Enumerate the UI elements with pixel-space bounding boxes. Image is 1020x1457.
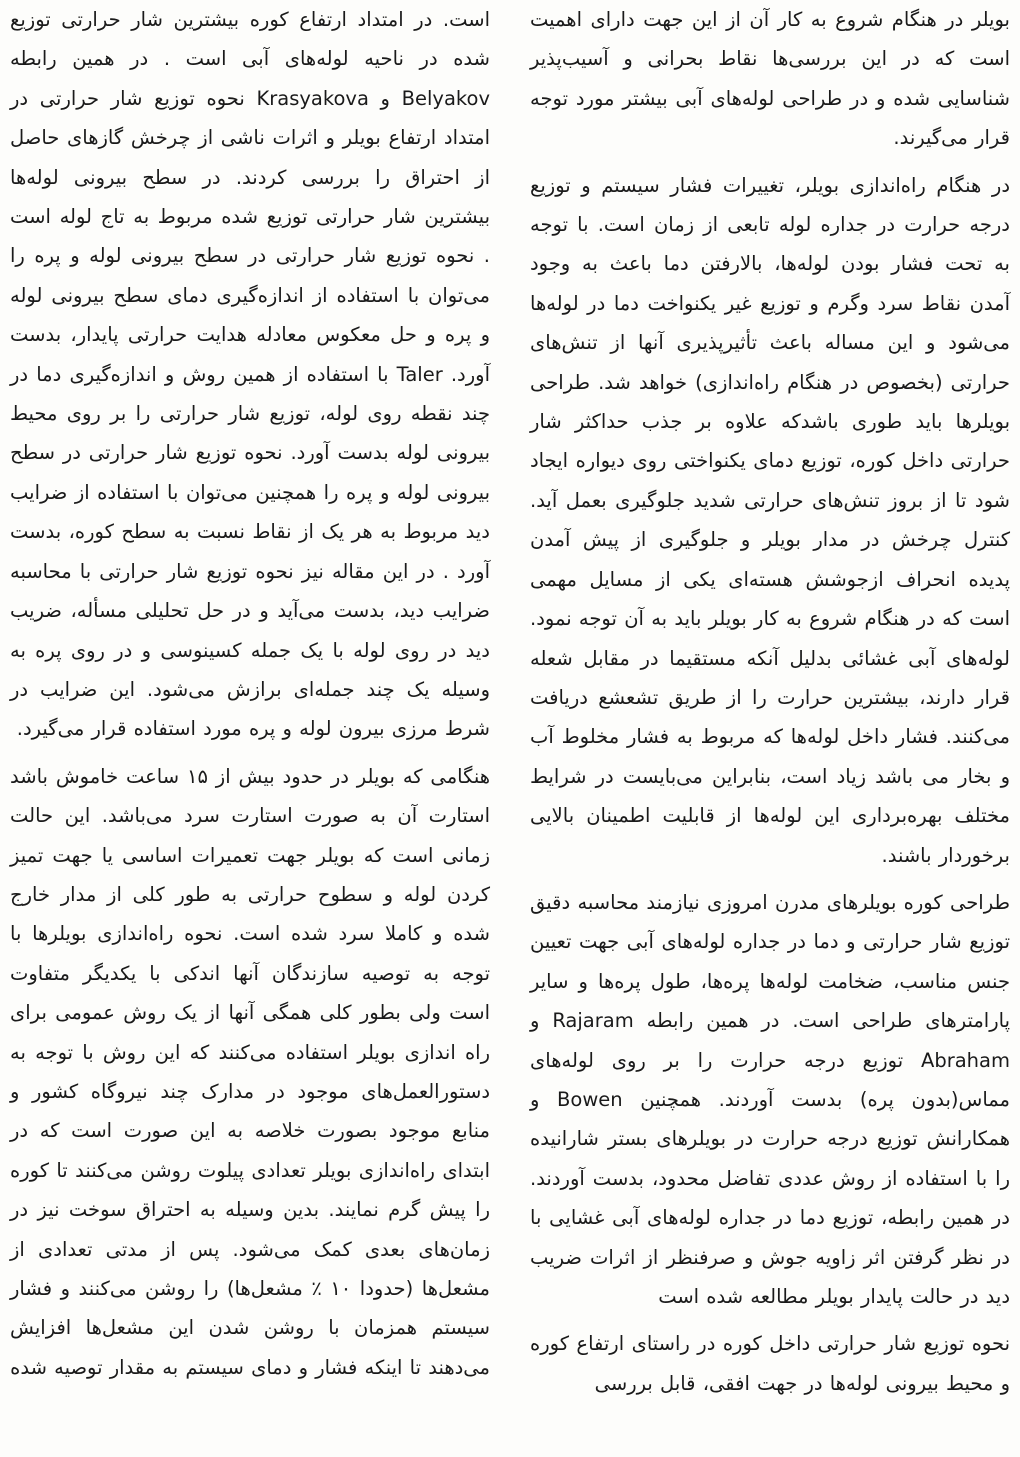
left-column <box>10 0 490 1457</box>
paragraph: هنگامی که بویلر در حدود بیش از ۱۵ ساعت خاموش باشد استارت آن به صورت استارت سرد می‌باشد. این حالت زمانی است که بویلر جهت تعمیرات اساسی یا جهت تمیز کردن لوله و سطوح حرارتی به طور کلی از مدار خارج شده و کاملا سرد شده است. نحوه راه‌اندازی بویلرها با توجه به توصیه سازندگان آنها اندکی با یکدیگر متفاوت است ولی بطور کلی همگی آنها از یک روش عمومی برای راه اندازی بویلر استفاده می‌کنند که این روش با توجه به دستورالعمل‌های موجود در مدارک چند نیروگاه کشور و منابع موجود بصورت خلاصه به این صورت است که در ابتدای راه‌اندازی بویلر تعدادی پیلوت روشن می‌کنند تا کوره را پیش گرم نمایند. بدین وسیله به احتراق سوخت نیز در زمان‌های بعدی کمک می‌شود. پس از مدتی تعدادی از مشعل‌ها (حدودا ۱۰ ٪ مشعل‌ها) را روشن می‌کنند و فشار سیستم همزمان با روشن شدن این مشعل‌ها افزایش می‌دهند تا اینکه فشار و دمای سیستم به مقدار توصیه شده <box>10 764 491 1379</box>
paragraph: نحوه توزیع شار حرارتی داخل کوره در راستای ارتفاع کوره و محیط بیرونی لوله‌ها در جهت افقی، قابل بررسی <box>530 1332 1010 1395</box>
paragraph: است. در امتداد ارتفاع کوره بیشترین شار حرارتی توزیع شده در ناحیه لوله‌های آبی است . در همین رابطه Belyakov و Krasyakova نحوه توزیع شار حرارتی در امتداد ارتفاع بویلر و اثرات ناشی از چرخش گازهای حاصل از احتراق را بررسی کردند. در سطح بیرونی لوله‌ها بیشترین شار حرارتی توزیع شده مربوط به تاج لوله است . نحوه توزیع شار حرارتی در سطح بیرونی لوله و پره را می‌توان با استفاده از اندازه‌گیری دمای سطح بیرونی لوله و پره و حل معکوس معادله هدایت حرارتی پایدار، بدست آورد. Taler با استفاده از همین روش و اندازه‌گیری دما در چند نقطه روی لوله، توزیع شار حرارتی را بر روی محیط بیرونی لوله بدست آورد. نحوه توزیع شار حرارتی در سطح بیرونی لوله و پره را همچنین می‌توان با استفاده از ضرایب دید مربوط به هر یک از نقاط نسبت به سطح کوره، بدست آورد . در این مقاله نیز نحوه توزیع شار حرارتی با محاسبه ضرایب دید، بدست می‌آید و در حل تحلیلی مسأله، ضریب دید در روی لوله با یک جمله کسینوسی و در روی پره به وسیله یک چند جمله‌ای برازش می‌شود. این ضرایب در شرط مرزی بیرون لوله و پره مورد استفاده قرار می‌گیرد. <box>10 8 490 741</box>
paragraph: در هنگام راه‌اندازی بویلر، تغییرات فشار سیستم و توزیع درجه حرارت در جداره لوله تابعی از زمان است. با توجه به تحت فشار بودن لوله‌ها، بالارفتن دما باعث به وجود آمدن نقاط سرد وگرم و توزیع غیر یکنواخت دما در لوله‌ها می‌شود و این مساله باعث تأثیرپذیری آنها از تنش‌های حرارتی (بخصوص در هنگام راه‌اندازی) خواهد شد. طراحی بویلرها باید طوری باشدکه علاوه بر جذب حداکثر شار حرارتی داخل کوره، توزیع دمای یکنواختی روی دیواره ایجاد شود تا از بروز تنش‌های حرارتی شدید جلوگیری بعمل آید. کنترل چرخش در مدار بویلر و جلوگیری از پیش آمدن پدیده انحراف ازجوشش هسته‌ای یکی از مسایل مهمی است که در هنگام شروع به کار بویلر باید به آن توجه نمود. لوله‌های آبی غشائی بدلیل آنکه مستقیما در مقابل شعله قرار دارند، بیشترین حرارت را از طریق تشعشع دریافت می‌کنند. فشار داخل لوله‌ها که مربوط به فشار مخلوط آب و بخار می باشد زیاد است، بنابراین می‌بایست در شرایط مختلف بهره‌برداری این لوله‌ها از قابلیت اطمینان بالایی برخوردار باشند. <box>530 173 1010 867</box>
paragraph: بویلر در هنگام شروع به کار آن از این جهت دارای اهمیت است که در این بررسی‌ها نقاط بحرانی و آسیب‌پذیر شناسایی شده و در طراحی لوله‌های آبی بیشتر مورد توجه قرار می‌گیرند. <box>530 8 1010 150</box>
right-column <box>530 0 1010 1457</box>
paragraph: طراحی کوره بویلرهای مدرن امروزی نیازمند محاسبه دقیق توزیع شار حرارتی و دما در جداره لوله‌های آبی جهت تعیین جنس مناسب، ضخامت لوله‌ها پره‌ها، طول پره‌ها و سایر پارامترهای طراحی است. در همین رابطه Rajaram و Abraham توزیع درجه حرارت را بر روی لوله‌های مماس(بدون پره) بدست آوردند. همچنین Bowen و همکارانش توزیع درجه حرارت در بویلرهای بستر شارانیده را با استفاده از روش عددی تفاضل محدود، بدست آوردند. در همین رابطه، توزیع دما در جداره لوله‌های آبی غشایی با در نظر گرفتن اثر زاویه جوش و صرفنظر از اثرات ضریب دید در حالت پایدار بویلر مطالعه شده است <box>530 890 1010 1308</box>
